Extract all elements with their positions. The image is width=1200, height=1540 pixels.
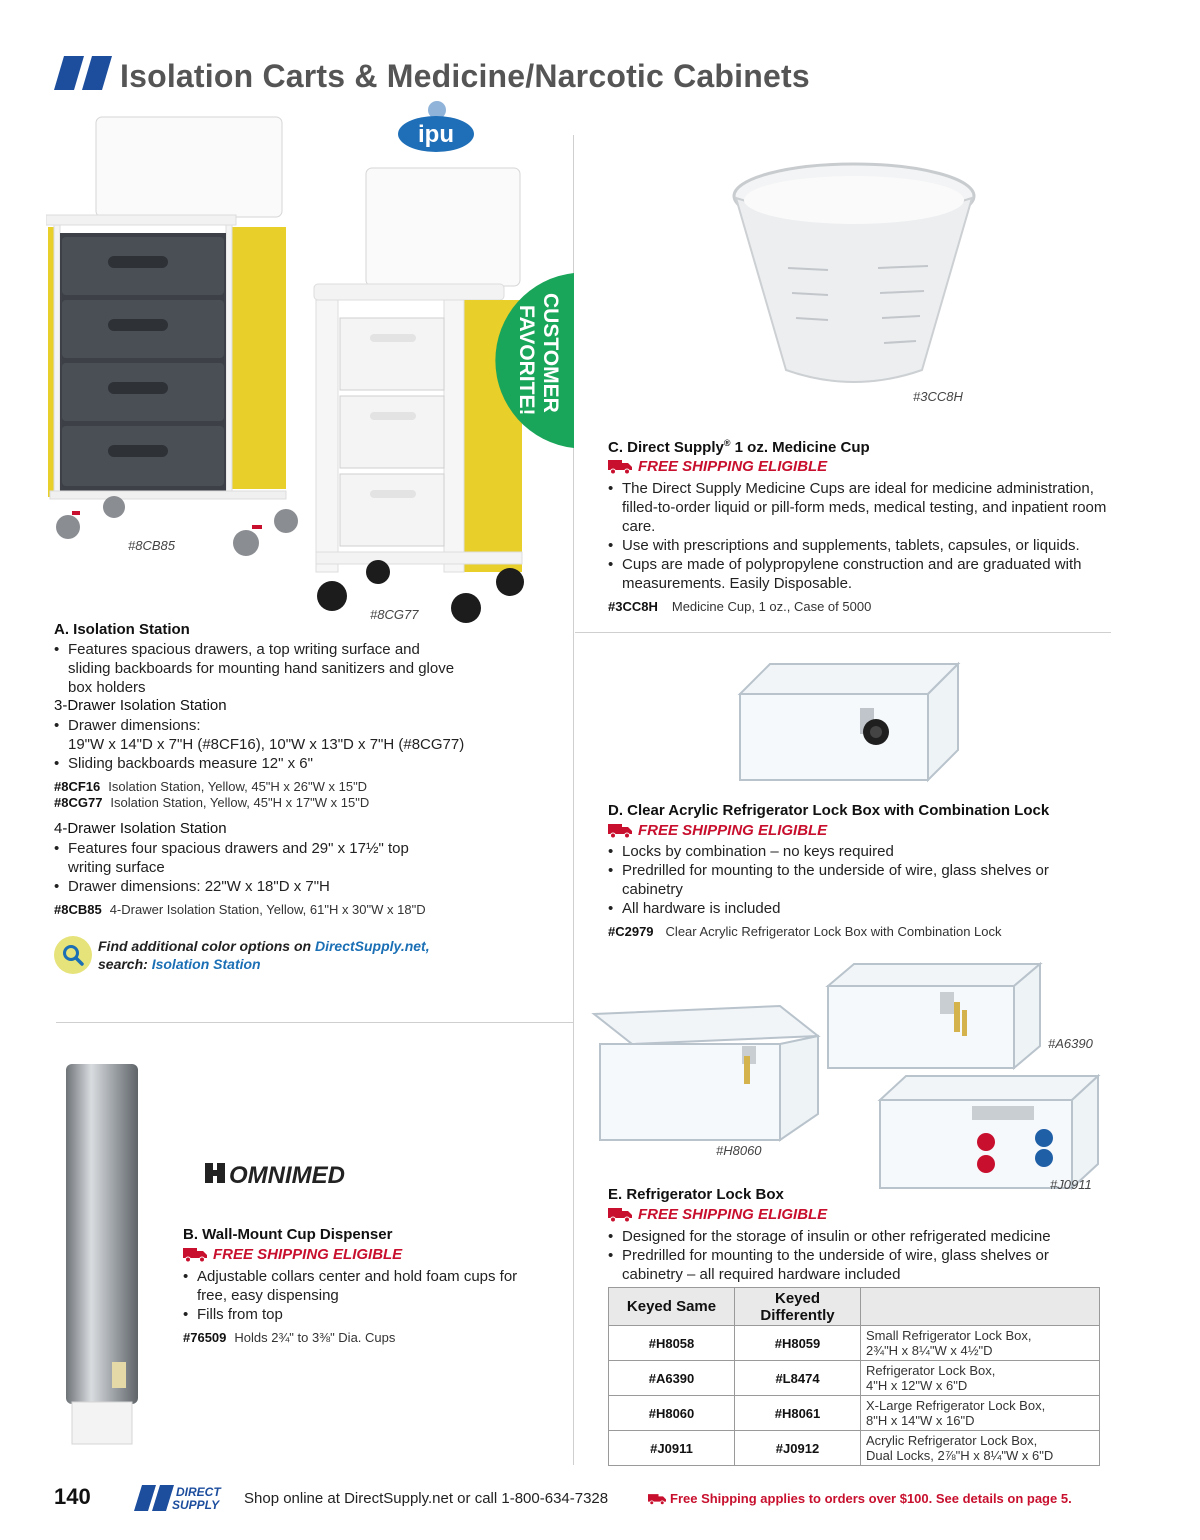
section-c-shipping: [608, 458, 827, 475]
lock-box-sku-table: [608, 1287, 1100, 1466]
lock-box-h8060-image: [590, 1004, 822, 1144]
omnimed-text: OMNIMED: [229, 1162, 345, 1186]
col-keyed-differently: Keyed Differently: [735, 1288, 861, 1326]
section-a-sub2-heading: 4-Drawer Isolation Station: [54, 820, 227, 837]
ipu-text: ipu: [418, 121, 454, 148]
search-term-link[interactable]: Isolation Station: [151, 956, 261, 972]
keyed-same-sku: #A6390: [609, 1361, 735, 1396]
section-e-shipping: [608, 1206, 827, 1223]
table-row: [609, 1326, 1100, 1361]
section-e-heading: E. Refrigerator Lock Box: [608, 1186, 784, 1203]
shipping-label: FREE SHIPPING ELIGIBLE: [638, 458, 828, 475]
lock-box-description: [861, 1431, 1100, 1466]
footer-shipping-note: [648, 1491, 1072, 1506]
cart-4-drawer-caption: #8CB85: [128, 538, 175, 553]
col-description: [861, 1288, 1100, 1326]
page-number: 140: [54, 1484, 91, 1509]
section-c-bullets: [608, 479, 1120, 593]
sku-row: [54, 795, 369, 811]
lock-box-h8060-caption: #H8060: [716, 1143, 762, 1158]
keyed-same-sku: #H8060: [609, 1396, 735, 1431]
combination-lock-box-image: [736, 660, 962, 786]
keyed-diff-sku: #H8059: [735, 1326, 861, 1361]
list-item: • Predrilled for mounting to the underside of wire, glass shelves or cabinetry – all required hardware included: [608, 1246, 1108, 1284]
lock-box-description: [861, 1326, 1100, 1361]
shipping-label: FREE SHIPPING ELIGIBLE: [638, 822, 828, 839]
sku-description: Holds 2¾" to 3⅜" Dia. Cups: [234, 1330, 396, 1345]
left-section-divider: [56, 1022, 573, 1023]
sku-code: #76509: [183, 1330, 227, 1345]
section-b-heading: B. Wall-Mount Cup Dispenser: [183, 1226, 393, 1243]
sku-row: [608, 599, 871, 615]
medicine-cup-caption: #3CC8H: [913, 389, 963, 404]
tip-text: search:: [98, 956, 152, 972]
badge-line1: CUSTOMER: [539, 293, 562, 413]
list-item: • All hardware is included: [608, 899, 1088, 918]
list-item: • Drawer dimensions: 22"W x 18"D x 7"H: [54, 877, 454, 896]
section-d-shipping: [608, 822, 827, 839]
medicine-cup-image: [728, 158, 980, 394]
list-item: • Drawer dimensions:: [54, 716, 524, 735]
table-row: [609, 1431, 1100, 1466]
list-item: • Designed for the storage of insulin or other refrigerated medicine: [608, 1227, 1108, 1246]
section-a-sub1-bullets: [54, 716, 524, 773]
truck-icon: [183, 1247, 207, 1262]
right-section-divider: [575, 632, 1111, 633]
search-icon: [54, 936, 92, 974]
keyed-diff-sku: #H8061: [735, 1396, 861, 1431]
sku-description: 4-Drawer Isolation Station, Yellow, 61"H x 30"W x 18"D: [109, 902, 426, 917]
lock-box-a6390-image: [824, 962, 1044, 1072]
heading-text: 1 oz. Medicine Cup: [730, 439, 870, 456]
drawer-dimension-values: 19"W x 14"D x 7"H (#8CF16), 10"W x 13"D x 7"H (#8CG77): [68, 736, 465, 753]
col-keyed-same: Keyed Same: [609, 1288, 735, 1326]
lock-box-j0911-caption: #J0911: [1050, 1177, 1092, 1192]
keyed-diff-sku: #J0912: [735, 1431, 861, 1466]
direct-supply-logo-mark: [54, 56, 112, 90]
direct-supply-footer-logo: [134, 1485, 230, 1511]
keyed-same-sku: #H8058: [609, 1326, 735, 1361]
desc-line: Acrylic Refrigerator Lock Box,: [866, 1433, 1038, 1448]
shipping-label: FREE SHIPPING ELIGIBLE: [213, 1246, 403, 1263]
footer-shop-text: Shop online at DirectSupply.net or call 1-800-634-7328: [244, 1490, 609, 1507]
truck-icon: [648, 1493, 666, 1505]
truck-icon: [608, 1207, 632, 1222]
tip-text: Find additional color options on: [98, 938, 315, 954]
desc-line: Small Refrigerator Lock Box,: [866, 1328, 1032, 1343]
sku-code: #3CC8H: [608, 599, 658, 614]
section-a-sub2-bullets: [54, 839, 454, 896]
list-item: • Adjustable collars center and hold foam cups for free, easy dispensing: [183, 1267, 543, 1305]
sku-description: Isolation Station, Yellow, 45"H x 26"W x 15"D: [108, 779, 368, 794]
footer-brand-line2: SUPPLY: [172, 1498, 220, 1511]
omnimed-brand-logo: [205, 1160, 377, 1186]
heading-text: C. Direct Supply: [608, 439, 724, 456]
registered-mark: ®: [723, 438, 731, 448]
desc-line: 2¾"H x 8¼"W x 4½"D: [866, 1343, 993, 1358]
desc-line: 4"H x 12"W x 6"D: [866, 1378, 968, 1393]
section-a-bullets: [54, 640, 464, 697]
shipping-note-text: Free Shipping applies to orders over $100. See details on page 5.: [670, 1491, 1072, 1506]
section-b-bullets: [183, 1267, 543, 1324]
lock-box-description: [861, 1396, 1100, 1431]
sku-code: #8CB85: [54, 902, 102, 917]
sku-code: #8CG77: [54, 795, 103, 810]
keyed-diff-sku: #L8474: [735, 1361, 861, 1396]
badge-line2: FAVORITE!: [515, 305, 538, 416]
section-a-heading: A. Isolation Station: [54, 621, 190, 638]
desc-line: 8"H x 14"W x 16"D: [866, 1413, 975, 1428]
table-header-row: [609, 1288, 1100, 1326]
truck-icon: [608, 459, 632, 474]
table-row: [609, 1396, 1100, 1431]
list-item: • Sliding backboards measure 12" x 6": [54, 754, 524, 773]
lock-box-j0911-image: [876, 1072, 1102, 1192]
sku-description: Medicine Cup, 1 oz., Case of 5000: [671, 599, 872, 614]
sku-code: #8CF16: [54, 779, 101, 794]
sku-row: [183, 1330, 395, 1346]
section-d-heading: D. Clear Acrylic Refrigerator Lock Box with Combination Lock: [608, 802, 1050, 819]
table-row: [609, 1361, 1100, 1396]
list-item: • Cups are made of polypropylene construction and are graduated with measurements. Easily Disposable.: [608, 555, 1120, 593]
customer-favorite-badge: [484, 273, 574, 448]
section-b-shipping: [183, 1246, 402, 1263]
cart-3-drawer-caption: #8CG77: [370, 607, 419, 622]
sku-code: #C2979: [608, 924, 654, 939]
desc-line: X-Large Refrigerator Lock Box,: [866, 1398, 1046, 1413]
list-item: • Use with prescriptions and supplements, tablets, capsules, or liquids.: [608, 536, 1120, 555]
search-tip: [98, 937, 430, 973]
sku-row: [54, 779, 367, 795]
lock-box-a6390-caption: #A6390: [1048, 1036, 1093, 1051]
ipu-brand-logo: [395, 98, 477, 154]
list-item: [54, 735, 524, 754]
shipping-label: FREE SHIPPING ELIGIBLE: [638, 1206, 828, 1223]
list-item: • Fills from top: [183, 1305, 543, 1324]
list-item: • The Direct Supply Medicine Cups are ideal for medicine administration, filled-to-order liquid or pill-form meds, medical testing, and inpatient room care.: [608, 479, 1120, 536]
list-item: • Features four spacious drawers and 29" x 17½" top writing surface: [54, 839, 454, 877]
sku-row: [54, 902, 426, 918]
cup-dispenser-image: [64, 1062, 140, 1446]
keyed-same-sku: #J0911: [609, 1431, 735, 1466]
section-c-heading: [608, 438, 870, 456]
truck-icon: [608, 823, 632, 838]
section-d-bullets: [608, 842, 1088, 918]
desc-line: Dual Locks, 2⅞"H x 8¼"W x 6"D: [866, 1448, 1054, 1463]
footer-brand-line1: DIRECT: [176, 1485, 221, 1499]
sku-description: Clear Acrylic Refrigerator Lock Box with Combination Lock: [665, 924, 1002, 939]
sku-description: Isolation Station, Yellow, 45"H x 17"W x 15"D: [110, 795, 370, 810]
sku-row: [608, 924, 1002, 940]
page-title: Isolation Carts & Medicine/Narcotic Cabinets: [120, 58, 810, 94]
section-e-bullets: [608, 1227, 1108, 1284]
four-drawer-isolation-cart-image: [46, 115, 306, 560]
lock-box-description: [861, 1361, 1100, 1396]
directsupply-link[interactable]: DirectSupply.net,: [314, 938, 430, 954]
section-a-sub1-heading: 3-Drawer Isolation Station: [54, 697, 227, 714]
desc-line: Refrigerator Lock Box,: [866, 1363, 996, 1378]
list-item: • Locks by combination – no keys required: [608, 842, 1088, 861]
list-item: • Features spacious drawers, a top writing surface and sliding backboards for mounting hand sanitizers and glove box holders: [54, 640, 464, 697]
list-item: • Predrilled for mounting to the underside of wire, glass shelves or cabinetry: [608, 861, 1088, 899]
